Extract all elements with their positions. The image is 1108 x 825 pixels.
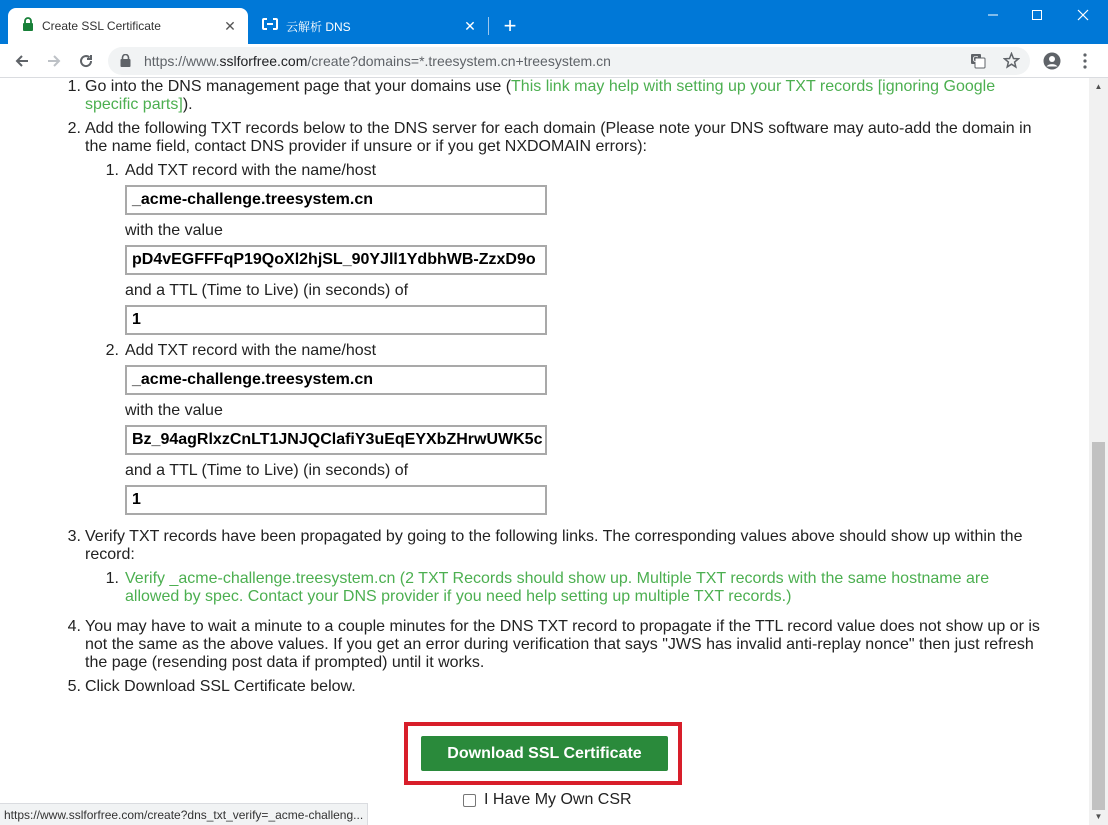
step-1-text: Go into the DNS management page that your domains use (This link may help with setting up your TXT records [ignoring Google (85, 78, 996, 95)
lock-icon (22, 17, 34, 36)
step-4-line2: not the same as the above values. If you get an error during verification that says "JWS has invalid anti-replay nonce" then just refresh (85, 636, 1034, 653)
record-2-value-field[interactable]: Bz_94agRlxzCnLT1JNJQClafiY3uEqEYXbZHrwUWK5c (125, 425, 547, 455)
record-value-label: with the value (125, 222, 223, 239)
own-csr-option[interactable] (463, 791, 632, 809)
own-csr-checkbox[interactable] (463, 794, 476, 807)
dns-help-link[interactable]: This link may help with setting up your TXT records [ignoring Google (511, 78, 996, 95)
verify-link[interactable]: Verify _acme-challenge.treesystem.cn (2 TXT Records should show up. Multiple TXT records with the same hostname are (125, 570, 990, 587)
url-text[interactable]: https://www.sslforfree.com/create?domains=*.treesystem.cn+treesystem.cn (144, 53, 611, 69)
svg-text:G: G (972, 55, 979, 64)
step-1-text-cont: specific parts]). (85, 96, 193, 113)
record-1-ttl-field[interactable]: 1 (125, 305, 547, 335)
record-1-name-field[interactable]: _acme-challenge.treesystem.cn (125, 185, 547, 215)
step-2-line2: the name field, contact DNS provider if unsure or if you get NXDOMAIN errors): (85, 138, 647, 155)
step-number: 2. (67, 120, 81, 137)
tab-title: Create SSL Certificate (42, 19, 161, 33)
record-ttl-label: and a TTL (Time to Live) (in seconds) of (125, 462, 409, 479)
back-button[interactable] (10, 49, 34, 73)
new-tab-button[interactable]: + (503, 13, 517, 38)
step-number: 4. (67, 618, 81, 635)
close-icon[interactable]: ✕ (224, 18, 236, 34)
scroll-thumb[interactable] (1092, 442, 1105, 810)
browser-toolbar (0, 44, 1108, 78)
scroll-down-arrow-icon[interactable]: ▼ (1094, 812, 1103, 821)
record-ttl-label: and a TTL (Time to Live) (in seconds) of (125, 282, 409, 299)
verify-number: 1. (105, 570, 119, 587)
record-name-label: Add TXT record with the name/host (125, 342, 377, 359)
record-1-value-field[interactable]: pD4vEGFFFqP19QoXl2hjSL_90YJll1YdbhWB-ZzxD9o (125, 245, 547, 275)
tab-strip (0, 0, 1108, 44)
menu-icon[interactable] (1073, 49, 1097, 73)
dns-help-link-cont[interactable]: specific parts] (85, 96, 183, 113)
record-number: 2. (105, 342, 119, 359)
step-number: 5. (67, 678, 81, 695)
record-value-label: with the value (125, 402, 223, 419)
step-number: 3. (67, 528, 81, 545)
forward-button[interactable] (42, 49, 66, 73)
lock-icon[interactable] (120, 54, 131, 72)
status-bar-url: https://www.sslforfree.com/create?dns_txt_verify=_acme-challeng... (0, 803, 368, 825)
page-scrollbar[interactable] (1089, 78, 1108, 825)
step-2-line1: Add the following TXT records below to the DNS server for each domain (Please note your DNS software may auto-add the domain in (85, 120, 1032, 137)
record-2-name-field[interactable]: _acme-challenge.treesystem.cn (125, 365, 547, 395)
step-3-line2: record: (85, 546, 135, 563)
translate-icon[interactable] (970, 53, 986, 74)
tab-create-ssl[interactable] (8, 8, 248, 44)
page-viewport (0, 78, 1089, 825)
step-5-text: Click Download SSL Certificate below. (85, 678, 356, 695)
star-icon[interactable] (1003, 52, 1020, 74)
tab-title: 云解析 DNS (286, 19, 351, 34)
step-number: 1. (67, 78, 81, 95)
record-name-label: Add TXT record with the name/host (125, 162, 377, 179)
address-bar[interactable] (108, 47, 1030, 75)
reload-button[interactable] (74, 49, 98, 73)
record-number: 1. (105, 162, 119, 179)
record-2-ttl-field[interactable]: 1 (125, 485, 547, 515)
close-window-button[interactable] (1060, 0, 1106, 30)
own-csr-label: I Have My Own CSR (484, 791, 632, 808)
download-ssl-button[interactable]: Download SSL Certificate (421, 736, 668, 771)
close-icon[interactable]: ✕ (464, 18, 476, 34)
minimize-button[interactable] (970, 0, 1016, 30)
step-4-line3: the page (resending post data if prompted) until it works. (85, 654, 485, 671)
maximize-button[interactable] (1014, 0, 1060, 30)
tab-aliyun-dns[interactable] (248, 8, 488, 44)
aliyun-icon (262, 17, 278, 35)
profile-icon[interactable] (1040, 49, 1064, 73)
step-4-line1: You may have to wait a minute to a couple minutes for the DNS TXT record to propagate if the TTL record value does not show up or is (85, 618, 1040, 635)
tab-divider (488, 17, 489, 35)
verify-link-cont[interactable]: allowed by spec. Contact your DNS provider if you need help setting up multiple TXT records.) (125, 588, 792, 605)
scroll-up-arrow-icon[interactable]: ▲ (1094, 82, 1103, 91)
step-3-line1: Verify TXT records have been propagated by going to the following links. The corresponding values above should show up within the (85, 528, 1023, 545)
